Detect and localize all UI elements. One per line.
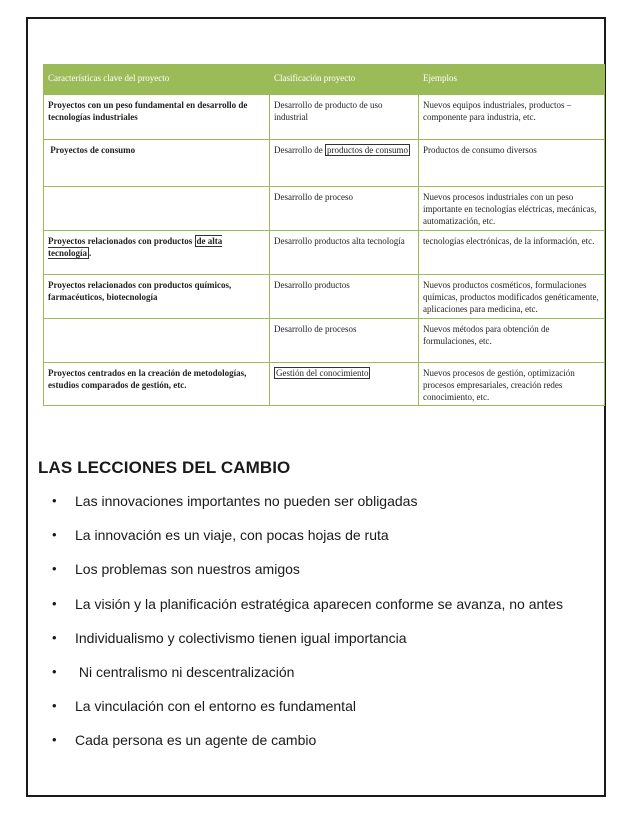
row-classification: Desarrollo productos alta tecnología (270, 231, 419, 275)
table-row (44, 187, 605, 231)
list-item-text: Individualismo y colectivismo tienen igual importancia (75, 629, 407, 646)
list-item (52, 630, 563, 664)
bullet-icon: • (52, 595, 57, 611)
row-classification (270, 363, 419, 406)
table-row (44, 363, 605, 406)
table-header-row (44, 65, 605, 95)
boxed-term: Gestión del conocimiento (276, 368, 369, 378)
row-category: Proyectos con un peso fundamental en desarrollo de tecnologías industriales (44, 95, 270, 140)
row-category: Proyectos de consumo (44, 140, 270, 187)
classification-text: Desarrollo de (274, 145, 325, 155)
list-item (52, 596, 563, 630)
header-examples: Ejemplos (419, 65, 605, 95)
row-category (44, 187, 270, 231)
bullet-icon: • (52, 732, 57, 748)
table-row (44, 319, 605, 363)
table-row (44, 275, 605, 319)
lessons-list (52, 493, 563, 767)
row-classification: Desarrollo de proceso (270, 187, 419, 231)
list-item (52, 698, 563, 732)
section-title: LAS LECCIONES DEL CAMBIO (38, 458, 291, 477)
row-category (44, 231, 270, 275)
list-item (52, 732, 563, 766)
row-examples: Nuevos procesos de gestión, optimización procesos empresariales, creación redes conocimiento, etc. (419, 363, 605, 406)
header-classification: Clasificación proyecto (270, 65, 419, 95)
row-classification: Desarrollo productos (270, 275, 419, 319)
bullet-icon: • (52, 629, 57, 645)
bullet-icon: • (52, 527, 57, 543)
list-item-text: La vinculación con el entorno es fundamental (75, 698, 356, 715)
table-row (44, 231, 605, 275)
list-item-text: La innovación es un viaje, con pocas hojas de ruta (75, 527, 389, 544)
category-suffix: . (89, 248, 92, 258)
row-classification: Desarrollo de procesos (270, 319, 419, 363)
row-examples: Productos de consumo diversos (419, 140, 605, 187)
bullet-icon: • (52, 493, 57, 508)
boxed-term: de alta tecnología (48, 236, 223, 258)
row-category (44, 319, 270, 363)
row-examples: Nuevos productos cosméticos, formulaciones químicas, productos modificados genéticamente, aplicaciones para medicina, etc. (419, 275, 605, 319)
list-item-text: La visión y la planificación estratégica aparecen conforme se avanza, no antes (75, 595, 563, 612)
boxed-term: productos de consumo (326, 145, 408, 155)
row-examples: Nuevos equipos industriales, productos – componente para industria, etc. (419, 95, 605, 140)
list-item (52, 527, 563, 561)
row-classification: Desarrollo de producto de uso industrial (270, 95, 419, 140)
bullet-icon: • (52, 663, 57, 679)
row-category: Proyectos centrados en la creación de metodologías, estudios comparados de gestión, etc. (44, 363, 270, 406)
list-item-text: Los problemas son nuestros amigos (75, 561, 300, 578)
table-row (44, 140, 605, 187)
row-examples: tecnologías electrónicas, de la información, etc. (419, 231, 605, 275)
list-item (52, 493, 563, 527)
row-classification (270, 140, 419, 187)
project-classification-table (43, 64, 605, 406)
row-examples: Nuevos procesos industriales con un peso importante en tecnologías eléctricas, mecánicas, automatización, etc. (419, 187, 605, 231)
row-category: Proyectos relacionados con productos químicos, farmacéuticos, biotecnología (44, 275, 270, 319)
list-item-text: Cada persona es un agente de cambio (75, 732, 317, 749)
list-item (52, 561, 563, 595)
list-item-text: Las innovaciones importantes no pueden ser obligadas (75, 493, 418, 509)
list-item-text: Ni centralismo ni descentralización (75, 663, 295, 680)
category-text: Proyectos relacionados con productos (48, 236, 195, 246)
bullet-icon: • (52, 698, 57, 714)
bullet-icon: • (52, 561, 57, 577)
table-row (44, 95, 605, 140)
header-characteristics: Características clave del proyecto (44, 65, 270, 95)
row-examples: Nuevos métodos para obtención de formulaciones, etc. (419, 319, 605, 363)
list-item (52, 664, 563, 698)
